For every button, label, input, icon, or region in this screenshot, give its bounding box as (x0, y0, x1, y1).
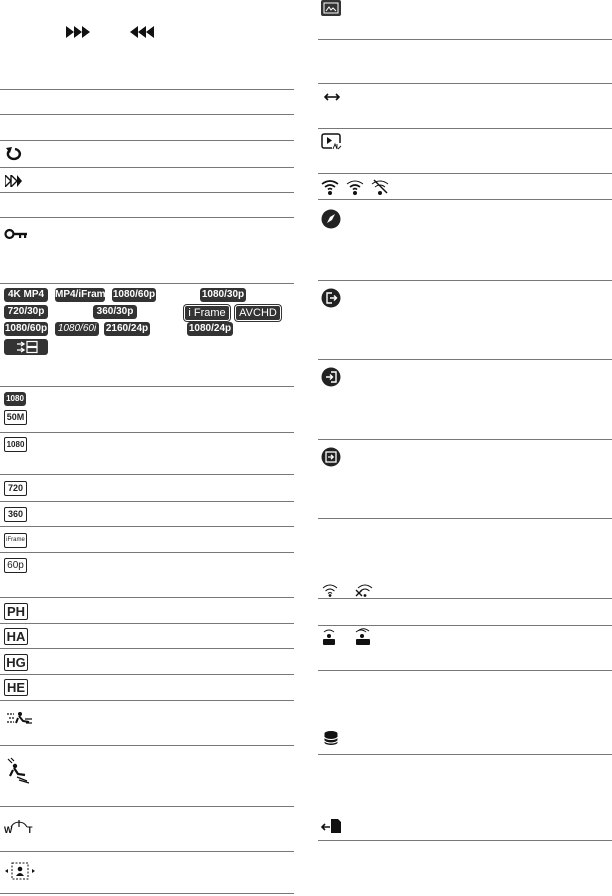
badge-1080: 1080 (4, 437, 27, 452)
divider (0, 167, 294, 168)
divider (318, 754, 612, 755)
divider (0, 140, 294, 141)
zoom-wide-label: W (4, 825, 13, 835)
badge-1080-24p: 1080/24p (188, 323, 232, 334)
divider (0, 89, 294, 90)
camera-operator-multi-icon (353, 628, 373, 651)
wifi-weak-icon (345, 177, 365, 200)
divider (0, 597, 294, 598)
camera-operator-icon (321, 628, 337, 651)
playback-photo-icon (321, 133, 343, 156)
badge-i-frame: i Frame (184, 305, 230, 321)
badge-2160-24p: 2160/24p (105, 323, 149, 334)
divider (0, 526, 294, 527)
rewind-icon (130, 25, 156, 43)
divider (0, 192, 294, 193)
divider (318, 39, 612, 40)
export-icon (321, 288, 341, 313)
divider (0, 386, 294, 387)
divider (318, 359, 612, 360)
skip-forward-icon (5, 174, 23, 192)
divider (318, 518, 612, 519)
wifi-none-icon (370, 177, 390, 200)
split-icon (4, 339, 48, 355)
divider (318, 173, 612, 174)
divider (0, 623, 294, 624)
face-frame-icon (5, 860, 35, 887)
file-import-icon (321, 818, 343, 839)
divider (318, 670, 612, 671)
4k-photo-icon (321, 0, 341, 16)
rec-mode-he: HE (4, 679, 28, 696)
badge-1080-30p: 1080/30p (201, 289, 245, 300)
badge-iframe: iFrame (4, 533, 27, 548)
divider (318, 128, 612, 129)
divider (318, 840, 612, 841)
badge-mp4-iframe: MP4/iFrame (55, 289, 112, 300)
rec-mode-hg: HG (4, 654, 28, 671)
wind-cut-icon (5, 756, 33, 789)
import-icon (321, 367, 341, 392)
divider (0, 217, 294, 218)
divider (0, 674, 294, 675)
badge-360-30p: 360/30p (93, 305, 137, 319)
badge-720-30p: 720/30p (4, 305, 48, 319)
badge-720: 720 (4, 481, 27, 496)
wifi-connected-icon (322, 583, 338, 602)
divider (318, 439, 612, 440)
zoom-wt-icon (4, 816, 34, 836)
badge-1080-60p: 1080/60p (4, 323, 48, 334)
divider (0, 474, 294, 475)
transfer-icon (321, 447, 341, 472)
divider (318, 280, 612, 281)
divider (0, 893, 294, 894)
rec-mode-ha: HA (4, 628, 28, 645)
fast-forward-icon (66, 25, 92, 43)
divider (0, 806, 294, 807)
badge-360: 360 (4, 507, 27, 522)
divider (0, 700, 294, 701)
divider (0, 745, 294, 746)
divider (0, 648, 294, 649)
divider (0, 851, 294, 852)
divider (0, 552, 294, 553)
divider (0, 432, 294, 433)
badge-60p: 60p (4, 558, 27, 573)
database-icon (323, 730, 339, 751)
badge-avchd: AVCHD (235, 305, 281, 321)
key-icon (4, 227, 28, 245)
divider (0, 283, 294, 284)
nfc-icon (321, 209, 341, 234)
repeat-icon (5, 146, 23, 167)
wifi-disconnected-icon (353, 583, 375, 604)
zoom-tele-label: T (27, 825, 33, 835)
divider (318, 625, 612, 626)
wifi-strong-icon (320, 177, 340, 200)
badge-1080-60p: 1080/60p (112, 289, 156, 300)
divider (0, 114, 294, 115)
badge-4k-mp4: 4K MP4 (4, 288, 48, 302)
badge-50m: 50M (4, 410, 27, 425)
divider (318, 83, 612, 84)
badge-1080-60i: 1080/60i (55, 322, 99, 336)
badge-1080-filled: 1080 (4, 392, 26, 406)
wind-noise-icon (5, 710, 33, 731)
rec-mode-ph: PH (4, 603, 28, 620)
divider (0, 501, 294, 502)
width-arrows-icon (324, 89, 340, 107)
